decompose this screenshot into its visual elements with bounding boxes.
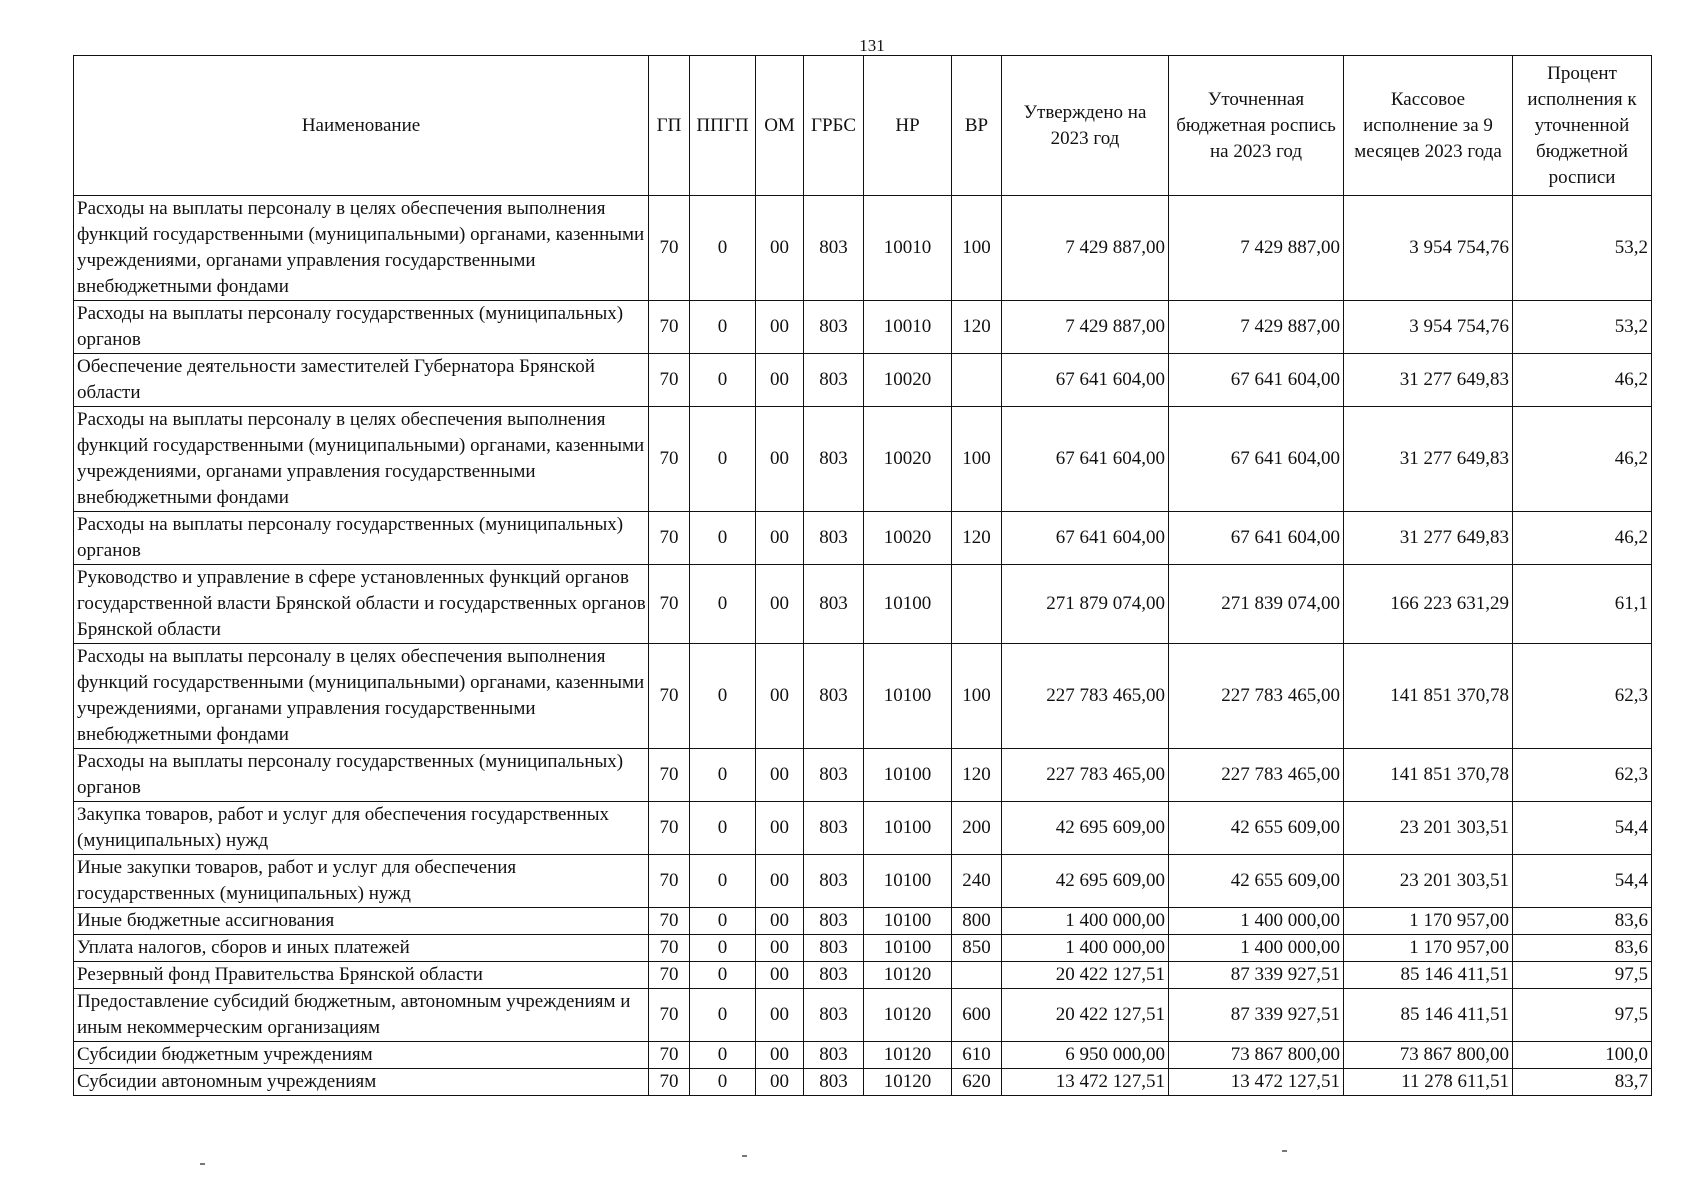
cell-gp: 70 <box>649 802 690 855</box>
cell-grbs: 803 <box>804 512 864 565</box>
cell-gp: 70 <box>649 1042 690 1069</box>
cell-nr: 10100 <box>864 935 952 962</box>
cell-cash: 3 954 754,76 <box>1344 196 1513 301</box>
cell-cash: 141 851 370,78 <box>1344 644 1513 749</box>
cell-name: Субсидии автономным учреждениям <box>74 1069 649 1096</box>
table-row <box>74 1069 1652 1096</box>
table-row <box>74 644 1652 749</box>
cell-percent: 54,4 <box>1513 802 1652 855</box>
cell-vr: 120 <box>952 749 1002 802</box>
cell-gp: 70 <box>649 354 690 407</box>
cell-percent: 83,7 <box>1513 1069 1652 1096</box>
cell-grbs: 803 <box>804 749 864 802</box>
cell-vr: 610 <box>952 1042 1002 1069</box>
cell-gp: 70 <box>649 749 690 802</box>
scan-speck <box>200 1163 205 1165</box>
cell-gp: 70 <box>649 407 690 512</box>
cell-grbs: 803 <box>804 407 864 512</box>
cell-vr <box>952 962 1002 989</box>
cell-percent: 97,5 <box>1513 989 1652 1042</box>
cell-revised: 42 655 609,00 <box>1169 802 1344 855</box>
cell-nr: 10100 <box>864 565 952 644</box>
cell-grbs: 803 <box>804 644 864 749</box>
cell-ppgp: 0 <box>690 1042 756 1069</box>
cell-nr: 10120 <box>864 1069 952 1096</box>
cell-ppgp: 0 <box>690 196 756 301</box>
budget-table <box>73 55 1652 1096</box>
cell-revised: 87 339 927,51 <box>1169 989 1344 1042</box>
table-row <box>74 301 1652 354</box>
table-row <box>74 802 1652 855</box>
col-header-nr: НР <box>864 56 952 196</box>
cell-approved: 67 641 604,00 <box>1002 354 1169 407</box>
cell-gp: 70 <box>649 512 690 565</box>
cell-om: 00 <box>756 935 804 962</box>
cell-cash: 166 223 631,29 <box>1344 565 1513 644</box>
table-row <box>74 962 1652 989</box>
cell-vr: 850 <box>952 935 1002 962</box>
cell-cash: 1 170 957,00 <box>1344 935 1513 962</box>
table-row <box>74 196 1652 301</box>
table-row <box>74 1042 1652 1069</box>
cell-grbs: 803 <box>804 855 864 908</box>
cell-nr: 10020 <box>864 354 952 407</box>
cell-om: 00 <box>756 565 804 644</box>
cell-cash: 31 277 649,83 <box>1344 512 1513 565</box>
cell-name: Обеспечение деятельности заместителей Губернатора Брянской области <box>74 354 649 407</box>
cell-percent: 62,3 <box>1513 749 1652 802</box>
scan-speck <box>1282 1150 1287 1152</box>
table-row <box>74 908 1652 935</box>
col-header-revised: Уточненная бюджетная роспись на 2023 год <box>1169 56 1344 196</box>
cell-om: 00 <box>756 512 804 565</box>
cell-om: 00 <box>756 354 804 407</box>
cell-vr: 240 <box>952 855 1002 908</box>
cell-approved: 227 783 465,00 <box>1002 644 1169 749</box>
cell-vr: 120 <box>952 512 1002 565</box>
cell-approved: 20 422 127,51 <box>1002 989 1169 1042</box>
cell-name: Иные бюджетные ассигнования <box>74 908 649 935</box>
cell-om: 00 <box>756 749 804 802</box>
cell-percent: 46,2 <box>1513 512 1652 565</box>
cell-nr: 10020 <box>864 407 952 512</box>
cell-ppgp: 0 <box>690 855 756 908</box>
cell-vr: 100 <box>952 196 1002 301</box>
cell-percent: 46,2 <box>1513 354 1652 407</box>
cell-name: Предоставление субсидий бюджетным, автономным учреждениям и иным некоммерческим организациям <box>74 989 649 1042</box>
cell-nr: 10020 <box>864 512 952 565</box>
col-header-percent: Процент исполнения к уточненной бюджетной росписи <box>1513 56 1652 196</box>
cell-approved: 67 641 604,00 <box>1002 512 1169 565</box>
cell-ppgp: 0 <box>690 1069 756 1096</box>
cell-vr <box>952 565 1002 644</box>
col-header-vr: ВР <box>952 56 1002 196</box>
cell-grbs: 803 <box>804 962 864 989</box>
cell-cash: 141 851 370,78 <box>1344 749 1513 802</box>
cell-grbs: 803 <box>804 1069 864 1096</box>
cell-om: 00 <box>756 908 804 935</box>
cell-name: Закупка товаров, работ и услуг для обеспечения государственных (муниципальных) нужд <box>74 802 649 855</box>
table-row <box>74 935 1652 962</box>
cell-name: Расходы на выплаты персоналу государственных (муниципальных) органов <box>74 301 649 354</box>
cell-gp: 70 <box>649 565 690 644</box>
cell-cash: 1 170 957,00 <box>1344 908 1513 935</box>
cell-ppgp: 0 <box>690 802 756 855</box>
cell-name: Субсидии бюджетным учреждениям <box>74 1042 649 1069</box>
cell-nr: 10100 <box>864 644 952 749</box>
cell-percent: 97,5 <box>1513 962 1652 989</box>
cell-revised: 7 429 887,00 <box>1169 301 1344 354</box>
cell-ppgp: 0 <box>690 407 756 512</box>
cell-grbs: 803 <box>804 935 864 962</box>
cell-approved: 42 695 609,00 <box>1002 855 1169 908</box>
cell-gp: 70 <box>649 196 690 301</box>
cell-name: Руководство и управление в сфере установленных функций органов государственной власти Брянской области и государственных органов Брянской области <box>74 565 649 644</box>
cell-cash: 85 146 411,51 <box>1344 962 1513 989</box>
cell-grbs: 803 <box>804 301 864 354</box>
cell-approved: 1 400 000,00 <box>1002 908 1169 935</box>
cell-approved: 67 641 604,00 <box>1002 407 1169 512</box>
cell-om: 00 <box>756 407 804 512</box>
scan-speck <box>742 1155 747 1157</box>
col-header-name: Наименование <box>74 56 649 196</box>
cell-percent: 53,2 <box>1513 196 1652 301</box>
page-number: 131 <box>859 36 885 55</box>
cell-revised: 227 783 465,00 <box>1169 749 1344 802</box>
cell-ppgp: 0 <box>690 962 756 989</box>
cell-gp: 70 <box>649 644 690 749</box>
cell-name: Расходы на выплаты персоналу государственных (муниципальных) органов <box>74 512 649 565</box>
cell-revised: 67 641 604,00 <box>1169 354 1344 407</box>
cell-percent: 61,1 <box>1513 565 1652 644</box>
cell-grbs: 803 <box>804 908 864 935</box>
cell-nr: 10100 <box>864 802 952 855</box>
cell-revised: 67 641 604,00 <box>1169 407 1344 512</box>
cell-nr: 10100 <box>864 908 952 935</box>
cell-om: 00 <box>756 1042 804 1069</box>
cell-om: 00 <box>756 196 804 301</box>
cell-om: 00 <box>756 989 804 1042</box>
cell-percent: 100,0 <box>1513 1042 1652 1069</box>
cell-grbs: 803 <box>804 565 864 644</box>
cell-name: Резервный фонд Правительства Брянской области <box>74 962 649 989</box>
cell-percent: 83,6 <box>1513 935 1652 962</box>
cell-approved: 227 783 465,00 <box>1002 749 1169 802</box>
cell-grbs: 803 <box>804 196 864 301</box>
cell-revised: 13 472 127,51 <box>1169 1069 1344 1096</box>
cell-gp: 70 <box>649 855 690 908</box>
cell-revised: 73 867 800,00 <box>1169 1042 1344 1069</box>
cell-approved: 7 429 887,00 <box>1002 196 1169 301</box>
cell-om: 00 <box>756 301 804 354</box>
cell-approved: 42 695 609,00 <box>1002 802 1169 855</box>
cell-ppgp: 0 <box>690 749 756 802</box>
cell-vr: 200 <box>952 802 1002 855</box>
cell-cash: 31 277 649,83 <box>1344 407 1513 512</box>
cell-name: Расходы на выплаты персоналу в целях обеспечения выполнения функций государственными (муниципальными) органами, казенными учреждениями, органами управления государственными внебюджетными фондами <box>74 196 649 301</box>
cell-ppgp: 0 <box>690 989 756 1042</box>
cell-percent: 62,3 <box>1513 644 1652 749</box>
cell-vr: 800 <box>952 908 1002 935</box>
cell-om: 00 <box>756 644 804 749</box>
cell-approved: 1 400 000,00 <box>1002 935 1169 962</box>
cell-name: Расходы на выплаты персоналу в целях обеспечения выполнения функций государственными (муниципальными) органами, казенными учреждениями, органами управления государственными внебюджетными фондами <box>74 407 649 512</box>
col-header-approved: Утверждено на 2023 год <box>1002 56 1169 196</box>
cell-name: Иные закупки товаров, работ и услуг для обеспечения государственных (муниципальных) нужд <box>74 855 649 908</box>
cell-percent: 54,4 <box>1513 855 1652 908</box>
table-row <box>74 354 1652 407</box>
cell-approved: 6 950 000,00 <box>1002 1042 1169 1069</box>
cell-ppgp: 0 <box>690 301 756 354</box>
cell-gp: 70 <box>649 989 690 1042</box>
cell-name: Уплата налогов, сборов и иных платежей <box>74 935 649 962</box>
table-row <box>74 407 1652 512</box>
cell-name: Расходы на выплаты персоналу государственных (муниципальных) органов <box>74 749 649 802</box>
cell-ppgp: 0 <box>690 908 756 935</box>
cell-cash: 85 146 411,51 <box>1344 989 1513 1042</box>
cell-nr: 10120 <box>864 1042 952 1069</box>
cell-grbs: 803 <box>804 1042 864 1069</box>
cell-cash: 23 201 303,51 <box>1344 855 1513 908</box>
cell-vr: 620 <box>952 1069 1002 1096</box>
cell-om: 00 <box>756 802 804 855</box>
cell-vr: 100 <box>952 644 1002 749</box>
table-row <box>74 989 1652 1042</box>
cell-cash: 11 278 611,51 <box>1344 1069 1513 1096</box>
table-header-row <box>74 56 1652 196</box>
cell-revised: 42 655 609,00 <box>1169 855 1344 908</box>
cell-approved: 7 429 887,00 <box>1002 301 1169 354</box>
cell-cash: 31 277 649,83 <box>1344 354 1513 407</box>
cell-gp: 70 <box>649 935 690 962</box>
cell-revised: 1 400 000,00 <box>1169 935 1344 962</box>
cell-percent: 53,2 <box>1513 301 1652 354</box>
cell-ppgp: 0 <box>690 935 756 962</box>
cell-gp: 70 <box>649 1069 690 1096</box>
cell-revised: 7 429 887,00 <box>1169 196 1344 301</box>
cell-om: 00 <box>756 962 804 989</box>
cell-gp: 70 <box>649 301 690 354</box>
col-header-om: ОМ <box>756 56 804 196</box>
col-header-cash: Кассовое исполнение за 9 месяцев 2023 года <box>1344 56 1513 196</box>
cell-vr: 600 <box>952 989 1002 1042</box>
cell-revised: 227 783 465,00 <box>1169 644 1344 749</box>
cell-gp: 70 <box>649 908 690 935</box>
cell-nr: 10010 <box>864 301 952 354</box>
cell-revised: 87 339 927,51 <box>1169 962 1344 989</box>
cell-ppgp: 0 <box>690 512 756 565</box>
table-row <box>74 749 1652 802</box>
cell-revised: 67 641 604,00 <box>1169 512 1344 565</box>
cell-cash: 23 201 303,51 <box>1344 802 1513 855</box>
table-row <box>74 855 1652 908</box>
cell-ppgp: 0 <box>690 565 756 644</box>
cell-percent: 83,6 <box>1513 908 1652 935</box>
cell-name: Расходы на выплаты персоналу в целях обеспечения выполнения функций государственными (муниципальными) органами, казенными учреждениями, органами управления государственными внебюджетными фондами <box>74 644 649 749</box>
cell-om: 00 <box>756 855 804 908</box>
cell-revised: 1 400 000,00 <box>1169 908 1344 935</box>
cell-gp: 70 <box>649 962 690 989</box>
cell-om: 00 <box>756 1069 804 1096</box>
cell-nr: 10120 <box>864 962 952 989</box>
table-body <box>74 196 1652 1096</box>
cell-grbs: 803 <box>804 354 864 407</box>
cell-vr: 100 <box>952 407 1002 512</box>
cell-revised: 271 839 074,00 <box>1169 565 1344 644</box>
table-row <box>74 565 1652 644</box>
cell-approved: 20 422 127,51 <box>1002 962 1169 989</box>
cell-vr <box>952 354 1002 407</box>
cell-grbs: 803 <box>804 989 864 1042</box>
cell-nr: 10100 <box>864 749 952 802</box>
cell-vr: 120 <box>952 301 1002 354</box>
cell-approved: 271 879 074,00 <box>1002 565 1169 644</box>
cell-cash: 3 954 754,76 <box>1344 301 1513 354</box>
table-row <box>74 512 1652 565</box>
cell-ppgp: 0 <box>690 354 756 407</box>
cell-nr: 10120 <box>864 989 952 1042</box>
cell-approved: 13 472 127,51 <box>1002 1069 1169 1096</box>
cell-grbs: 803 <box>804 802 864 855</box>
cell-cash: 73 867 800,00 <box>1344 1042 1513 1069</box>
cell-ppgp: 0 <box>690 644 756 749</box>
col-header-gp: ГП <box>649 56 690 196</box>
cell-nr: 10010 <box>864 196 952 301</box>
col-header-ppgp: ППГП <box>690 56 756 196</box>
col-header-grbs: ГРБС <box>804 56 864 196</box>
cell-percent: 46,2 <box>1513 407 1652 512</box>
cell-nr: 10100 <box>864 855 952 908</box>
